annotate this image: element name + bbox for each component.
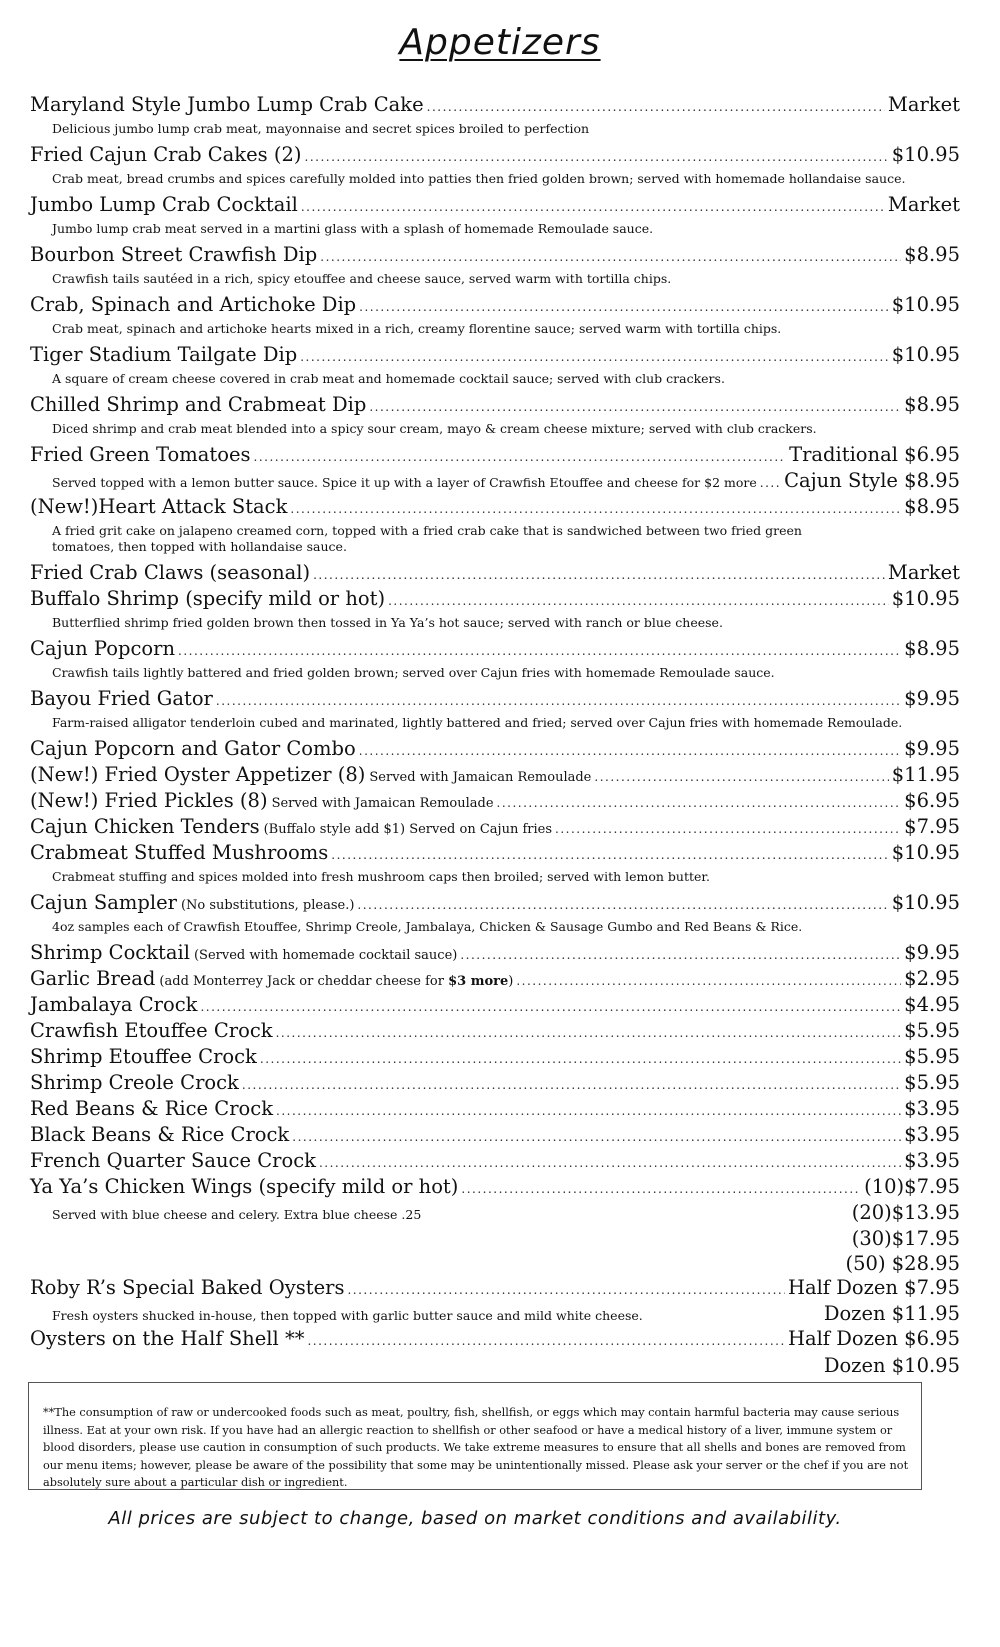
- item-note: Served with Jamaican Remoulade: [369, 770, 592, 785]
- item-price: (10)$7.95: [864, 1175, 960, 1198]
- leader-dots: [461, 1182, 861, 1196]
- item-note: Served with Jamaican Remoulade: [271, 796, 494, 811]
- leader-dots: [319, 1156, 901, 1170]
- item-price: $5.95: [904, 1071, 960, 1094]
- leader-dots: [290, 502, 901, 516]
- menu-item: [30, 967, 960, 993]
- menu-item: [30, 1097, 960, 1123]
- leader-dots: [359, 300, 889, 314]
- item-name: Fried Crab Claws (seasonal): [30, 561, 311, 584]
- item-price-alt: Cajun Style $8.95: [784, 469, 960, 492]
- item-description: Diced shrimp and crab meat blended into a spicy sour cream, mayo & cream cheese mixture; served with club crackers.: [52, 421, 817, 436]
- item-price: Dozen $10.95: [823, 1354, 960, 1377]
- item-price: $8.95: [904, 243, 960, 266]
- item-price: (50) $28.95: [845, 1252, 960, 1275]
- menu-item: [30, 393, 960, 419]
- leader-dots: [242, 1078, 901, 1092]
- item-price: $9.95: [904, 737, 960, 760]
- item-price: $10.95: [891, 841, 960, 864]
- item-description: Butterflied shrimp fried golden brown then tossed in Ya Ya’s hot sauce; served with ranch or blue cheese.: [52, 615, 723, 630]
- item-description: Crab meat, spinach and artichoke hearts mixed in a rich, creamy florentine sauce; served warm with tortilla chips.: [52, 321, 782, 336]
- item-price: $4.95: [904, 993, 960, 1016]
- item-price: $3.95: [904, 1149, 960, 1172]
- item-name: Fried Cajun Crab Cakes (2): [30, 143, 302, 166]
- item-note-end: ): [508, 974, 514, 989]
- menu-item: [30, 1071, 960, 1097]
- item-description: Fresh oysters shucked in-house, then topped with garlic butter sauce and mild white cheese.: [52, 1308, 643, 1323]
- leader-dots: [276, 1026, 902, 1040]
- menu-item: [30, 1045, 960, 1071]
- item-name: Jumbo Lump Crab Cocktail: [30, 193, 298, 216]
- menu-item-half-shell: [30, 1327, 960, 1353]
- item-description: Crab meat, bread crumbs and spices carefully molded into patties then fried golden brown; served with homemade hollandaise sauce.: [52, 171, 906, 186]
- leader-dots: [178, 644, 901, 658]
- item-name: Crawfish Etouffee Crock: [30, 1019, 273, 1042]
- leader-dots: [347, 1283, 784, 1297]
- item-price: Half Dozen $7.95: [787, 1276, 960, 1299]
- item-description: Delicious jumbo lump crab meat, mayonnaise and secret spices broiled to perfection: [52, 121, 590, 136]
- menu-item-subrow: [30, 469, 960, 495]
- item-price: Market: [887, 93, 960, 116]
- leader-dots: [300, 350, 889, 364]
- wings-price-row: [30, 1201, 960, 1226]
- leader-dots: [260, 1052, 901, 1066]
- menu-item: [30, 293, 960, 319]
- item-name: Fried Green Tomatoes: [30, 443, 251, 466]
- item-name: Ya Ya’s Chicken Wings (specify mild or hot): [30, 1175, 459, 1198]
- item-price: $9.95: [904, 941, 960, 964]
- leader-dots: [388, 594, 889, 608]
- menu-item: [30, 443, 960, 469]
- item-note: [159, 974, 513, 989]
- menu-item: [30, 891, 960, 917]
- leader-dots: [200, 1000, 901, 1014]
- menu-item: [30, 1019, 960, 1045]
- item-name: Cajun Sampler: [30, 891, 177, 914]
- item-name: Bourbon Street Crawfish Dip: [30, 243, 318, 266]
- menu-item-wings: [30, 1175, 960, 1201]
- menu-item: [30, 637, 960, 663]
- item-price: $5.95: [904, 1019, 960, 1042]
- leader-dots: [357, 898, 888, 912]
- menu-item: [30, 343, 960, 369]
- leader-dots: [276, 1104, 901, 1118]
- item-name: (New!)Heart Attack Stack: [30, 495, 288, 518]
- item-name: Chilled Shrimp and Crabmeat Dip: [30, 393, 367, 416]
- item-description: Jumbo lump crab meat served in a martini glass with a splash of homemade Remoulade sauce.: [52, 221, 654, 236]
- item-description: 4oz samples each of Crawfish Etouffee, Shrimp Creole, Jambalaya, Chicken & Sausage Gumbo and Red Beans & Rice.: [52, 919, 803, 934]
- leader-dots: [254, 450, 787, 464]
- leader-dots: [320, 250, 901, 264]
- footer-note: All prices are subject to change, based on market conditions and availability.: [108, 1508, 842, 1529]
- item-description: A square of cream cheese covered in crab meat and homemade cocktail sauce; served with club crackers.: [52, 371, 725, 386]
- item-price: $11.95: [891, 763, 960, 786]
- item-price: $10.95: [891, 891, 960, 914]
- item-price: Market: [887, 561, 960, 584]
- item-name: Black Beans & Rice Crock: [30, 1123, 290, 1146]
- item-description: Served with blue cheese and celery. Extra blue cheese .25: [52, 1207, 422, 1222]
- leader-dots: [313, 568, 885, 582]
- item-note-text: (add Monterrey Jack or cheddar cheese for: [159, 974, 444, 989]
- item-name: Crabmeat Stuffed Mushrooms: [30, 841, 329, 864]
- item-description: Crawfish tails sautéed in a rich, spicy etouffee and cheese sauce, served warm with tortilla chips.: [52, 271, 672, 286]
- item-name: Roby R’s Special Baked Oysters: [30, 1276, 345, 1299]
- leader-dots: [369, 400, 901, 414]
- item-price: $8.95: [904, 393, 960, 416]
- item-name: Shrimp Cocktail: [30, 941, 190, 964]
- allergy-disclaimer: **The consumption of raw or undercooked foods such as meat, poultry, fish, shellfish, or eggs which may contain harmful bacteria may cause serious illness. Eat at your own risk. If you have had an allergic reaction to shellfish or other seafood or have a medical history of a liver, immune system or blood disorders, please use caution in consumption of such products. We take extreme measures to ensure that all shells and bones are removed from our menu items; however, please be aware of the possibility that some may be unintentionally missed. Please ask your server or the chef if you are not absolutely sure about a particular dish or ingredient.: [28, 1382, 922, 1490]
- item-price: $3.95: [904, 1123, 960, 1146]
- item-price: $6.95: [904, 789, 960, 812]
- item-name: (New!) Fried Oyster Appetizer (8): [30, 763, 366, 786]
- item-price: Half Dozen $6.95: [787, 1327, 960, 1350]
- item-note-bold: $3 more: [448, 974, 509, 989]
- item-price: (20)$13.95: [851, 1201, 960, 1224]
- item-name: Maryland Style Jumbo Lump Crab Cake: [30, 93, 424, 116]
- leader-dots: [359, 744, 901, 758]
- item-name: Bayou Fried Gator: [30, 687, 213, 710]
- item-name: Garlic Bread: [30, 967, 156, 990]
- item-note: (Buffalo style add $1) Served on Cajun fries: [263, 822, 552, 837]
- item-name: French Quarter Sauce Crock: [30, 1149, 316, 1172]
- leader-dots: [331, 848, 889, 862]
- item-price: $10.95: [891, 143, 960, 166]
- item-note: (Served with homemade cocktail sauce): [193, 948, 458, 963]
- item-name: Cajun Chicken Tenders: [30, 815, 260, 838]
- item-description: Crawfish tails lightly battered and fried golden brown; served over Cajun fries with homemade Remoulade sauce.: [52, 665, 775, 680]
- item-description: A fried grit cake on jalapeno creamed corn, topped with a fried crab cake that is sandwiched between two fried green tomatoes, then topped with hollandaise sauce.: [52, 523, 802, 554]
- menu-item: [30, 789, 960, 815]
- item-price: Traditional $6.95: [789, 443, 960, 466]
- leader-dots: [305, 150, 889, 164]
- item-name: Cajun Popcorn: [30, 637, 176, 660]
- item-name: Shrimp Creole Crock: [30, 1071, 239, 1094]
- page-title: Appetizers: [399, 22, 601, 63]
- item-price: Market: [887, 193, 960, 216]
- baked-oysters-row: [30, 1302, 960, 1327]
- leader-dots: [301, 200, 885, 214]
- item-price: (30)$17.95: [851, 1227, 960, 1250]
- item-price: $10.95: [891, 293, 960, 316]
- menu-item: [30, 941, 960, 967]
- item-name: (New!) Fried Pickles (8): [30, 789, 268, 812]
- menu-item: [30, 243, 960, 269]
- menu-item: [30, 763, 960, 789]
- menu-item: [30, 993, 960, 1019]
- leader-dots: [460, 948, 901, 962]
- item-note: (No substitutions, please.): [180, 898, 355, 913]
- menu-item: [30, 193, 960, 219]
- item-name: Tiger Stadium Tailgate Dip: [30, 343, 298, 366]
- item-description: Served topped with a lemon butter sauce. Spice it up with a layer of Crawfish Etouffee and cheese for $2 more: [52, 475, 757, 490]
- item-name: Buffalo Shrimp (specify mild or hot): [30, 587, 386, 610]
- menu-item: [30, 1123, 960, 1149]
- menu-item: [30, 93, 960, 119]
- leader-dots: [760, 476, 781, 490]
- leader-dots: [216, 694, 901, 708]
- item-price: $3.95: [904, 1097, 960, 1120]
- item-price: $8.95: [904, 637, 960, 660]
- item-price: $10.95: [891, 587, 960, 610]
- menu-item: [30, 1149, 960, 1175]
- leader-dots: [427, 100, 885, 114]
- leader-dots: [307, 1334, 784, 1348]
- leader-dots: [516, 974, 901, 988]
- menu-item: [30, 815, 960, 841]
- item-name: Red Beans & Rice Crock: [30, 1097, 274, 1120]
- item-price: $8.95: [904, 495, 960, 518]
- menu-item: [30, 495, 960, 521]
- menu-list: [30, 93, 960, 1378]
- leader-dots: [555, 822, 901, 836]
- item-price: $9.95: [904, 687, 960, 710]
- item-description: Crabmeat stuffing and spices molded into fresh mushroom caps then broiled; served with lemon butter.: [52, 869, 711, 884]
- item-price: $5.95: [904, 1045, 960, 1068]
- item-name: Crab, Spinach and Artichoke Dip: [30, 293, 357, 316]
- menu-item: [30, 561, 960, 587]
- item-description: Farm-raised alligator tenderloin cubed and marinated, lightly battered and fried; served over Cajun fries with homemade Remoulade.: [52, 715, 903, 730]
- menu-item-baked-oysters: [30, 1276, 960, 1302]
- item-price: $2.95: [904, 967, 960, 990]
- item-name: Shrimp Etouffee Crock: [30, 1045, 257, 1068]
- item-name: Jambalaya Crock: [30, 993, 198, 1016]
- leader-dots: [292, 1130, 901, 1144]
- menu-item: [30, 143, 960, 169]
- item-price: Dozen $11.95: [823, 1302, 960, 1325]
- menu-item: [30, 587, 960, 613]
- leader-dots: [497, 796, 902, 810]
- leader-dots: [594, 770, 888, 784]
- item-price: $10.95: [891, 343, 960, 366]
- menu-item: [30, 841, 960, 867]
- item-name: Cajun Popcorn and Gator Combo: [30, 737, 356, 760]
- menu-item: [30, 737, 960, 763]
- item-name: Oysters on the Half Shell **: [30, 1327, 305, 1350]
- item-price: $7.95: [904, 815, 960, 838]
- menu-item: [30, 687, 960, 713]
